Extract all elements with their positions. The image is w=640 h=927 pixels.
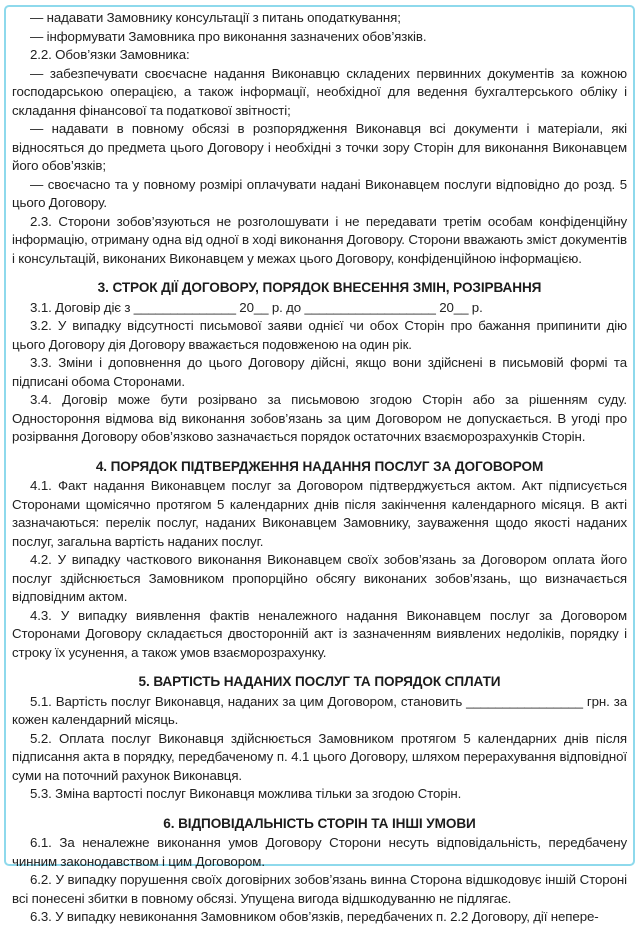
section-heading: 5. ВАРТІСТЬ НАДАНИХ ПОСЛУГ ТА ПОРЯДОК СПЛАТИ [138, 674, 501, 689]
contract-paragraph: 3.4. Договір може бути розірвано за письмовою згодою Сторін або за рішенням суду. Одностороння відмова від виконання зобов’язань за цим Договором не допускається. В угоді про розірвання Договору обов’язково зазначається порядок остаточних взаєморозрахунків Сторін. [12, 392, 627, 444]
contract-paragraph: — забезпечувати своєчасне надання Виконавцю складених первинних документів за кожною господарською операцією, а також інформації, необхідної для ведення бухгалтерського обліку і складання фінансової та податкової звітності; [12, 65, 627, 118]
contract-paragraph: — інформувати Замовника про виконання зазначених обов’язків. [30, 28, 427, 44]
contract-paragraph: — надавати Замовнику консультації з питань оподаткування; [30, 10, 401, 25]
contract-paragraph: 6.3. У випадку невиконання Замовником обов’язків, передбачених п. 2.2 Договору, дії непере- [30, 909, 599, 924]
section-heading: 3. СТРОК ДІЇ ДОГОВОРУ, ПОРЯДОК ВНЕСЕННЯ ЗМІН, РОЗІРВАННЯ [97, 280, 542, 295]
contract-paragraph: 2.3. Сторони зобов’язуються не розголошувати і не передавати третім особам конфіденційну інформацію, отриману одна від одної в ході виконання Договору. Сторони вважають зміст документів і консультацій, виконаних Виконавцем у межах цього Договору, конфіденційною інформацією. [12, 213, 627, 266]
contract-paragraph: 4.1. Факт надання Виконавцем послуг за Договором підтверджується актом. Акт підписується Сторонами щомісячно протягом 5 календарних днів після закінчення календарного місяця. В акті зазначаються: перелік послуг, наданих Виконавцем Замовнику, зауваження щодо якості наданих послуг, загальна вартість наданих послуг. [12, 478, 627, 549]
contract-paragraph: 6.2. У випадку порушення своїх договірних зобов’язань винна Сторона відшкодовує іншій Стороні всі понесені збитки в повному обсязі. Упущена вигода відшкодуванню не підлягає. [12, 872, 627, 906]
contract-paragraph: 5.3. Зміна вартості послуг Виконавця можлива тільки за згодою Сторін. [30, 786, 462, 801]
contract-paragraph: — надавати в повному обсязі в розпорядження Виконавця всі документи і матеріали, які відносяться до предмета цього Договору і необхідні з точки зору Сторін для виконання Виконавцем його обов’язків; [12, 121, 627, 173]
contract-paragraph: 3.3. Зміни і доповнення до цього Договору дійсні, якщо вони здійснені в письмовій формі та підписані обома Сторонами. [12, 355, 627, 389]
document-body [12, 9, 627, 924]
contract-paragraph: 3.2. У випадку відсутності письмової заяви однієї чи обох Сторін про бажання припинити дію цього Договору дія Договору вважається подовженою на один рік. [12, 318, 627, 352]
section-heading: 6. ВІДПОВІДАЛЬНІСТЬ СТОРІН ТА ІНШІ УМОВИ [163, 815, 476, 831]
section-heading: 4. ПОРЯДОК ПІДТВЕРДЖЕННЯ НАДАННЯ ПОСЛУГ ЗА ДОГОВОРОМ [95, 458, 544, 474]
contract-paragraph: 2.2. Обов’язки Замовника: [30, 47, 190, 62]
contract-paragraph: — своєчасно та у повному розмірі оплачувати надані Виконавцем послуги відповідно до розд. 5 цього Договору. [12, 176, 627, 210]
contract-paragraph: 6.1. За неналежне виконання умов Договору Сторони несуть відповідальність, передбачену чинним законодавством і цим Договором. [12, 835, 627, 869]
contract-paragraph: 3.1. Договір діє з ______________ 20__ р. до __________________ 20__ р. [30, 299, 483, 315]
contract-paragraph: 4.2. У випадку часткового виконання Виконавцем своїх зобов’язань за Договором оплата його послуг здійснюється Замовником пропорційно обсягу виконаних зобов’язань, що визначається відповідним актом. [12, 552, 627, 604]
contract-paragraph: 5.2. Оплата послуг Виконавця здійснюється Замовником протягом 5 календарних днів після підписання акта в порядку, передбаченому п. 4.1 цього Договору, шляхом перерахування відповідної суми на поточний рахунок Виконавця. [12, 730, 627, 783]
contract-paragraph: 5.1. Вартість послуг Виконавця, наданих за цим Договором, становить ________________ грн. за кожен календарний місяць. [12, 693, 627, 727]
contract-paragraph: 4.3. У випадку виявлення фактів неналежного надання Виконавцем послуг за Договором Сторонами Договору складається двосторонній акт із зазначенням виявлених недоліків, порядку і строку їх усунення, а також умов взаєморозрахунку. [12, 607, 627, 660]
